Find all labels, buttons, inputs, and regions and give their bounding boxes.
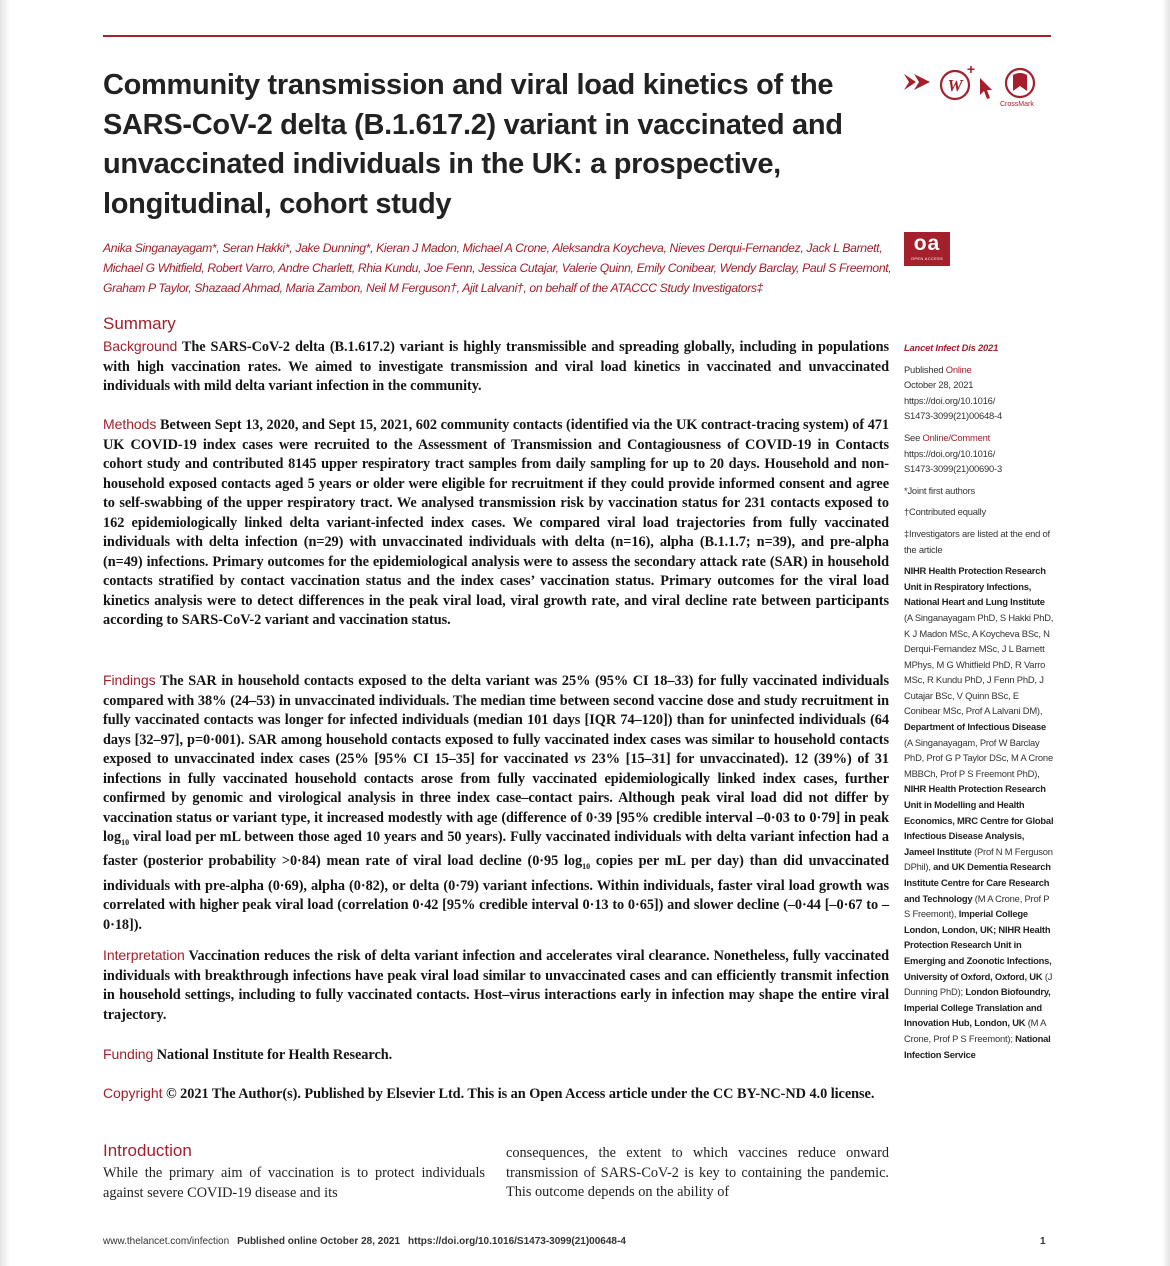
abstract-copyright (103, 1084, 889, 1105)
affiliation-5: Imperial College London, London, UK; NIHR Health Protection Research Unit in Emerging and Zoonotic Infections, University of Oxford, Oxford, UK (904, 908, 1052, 982)
note-investigators: ‡Investigators are listed at the end of the article (904, 527, 1050, 555)
cursor-icon[interactable] (980, 78, 992, 99)
introduction-heading: Introduction (103, 1141, 192, 1160)
page-number: 1 (1040, 1236, 1046, 1247)
findings-label: Findings (103, 672, 156, 688)
affiliation-2: Department of Infectious Disease (904, 721, 1047, 733)
copyright-text: © 2021 The Author(s). Published by Elsevier Ltd. This is an Open Access article under the CC BY-NC-ND 4.0 license. (166, 1086, 875, 1102)
affiliations (904, 563, 1054, 1062)
svg-text:W: W (947, 76, 963, 95)
findings-text-4: copies per mL per day) than did unvaccinated individuals with pre-alpha (0·69), alpha (0·82), or delta (0·79) variant infections. Within individuals, faster viral load growth was correlated with higher peak viral load (correlation 0·42 [95% credible interval 0·13 to 0·65]) and slower decline (–0·44 [–0·67 to –0·18]). (103, 853, 890, 933)
online-comment-link[interactable]: Online/Comment (922, 431, 991, 443)
footer-published: Published online October 28, 2021 (237, 1236, 400, 1247)
findings-text-2: 23% [15–31] for unvaccinated). 12 (39%) of 31 infections in fully vaccinated household contacts arose from fully vaccinated epidemiologically linked index cases, further confirmed by genomic and virological analysis in three index case–contact pairs. Although peak viral load did not differ by vaccination status or variant type, it increased modestly with age (difference of 0·39 [95% credible interval –0·03 to 0·79] in peak log (103, 751, 890, 845)
funding-label: Funding (103, 1046, 154, 1062)
published-prefix: Published (904, 363, 946, 375)
open-access-sub: OPEN ACCESS (911, 256, 943, 261)
sidebar-doi-line-1[interactable]: https://doi.org/10.1016/ (904, 394, 996, 406)
findings-subscript-1: 10 (121, 837, 130, 847)
affiliation-3-and: and (933, 861, 950, 873)
affiliation-1: NIHR Health Protection Research Unit in Respiratory Infections, National Heart and Lung Institute (904, 565, 1046, 608)
findings-text-3: viral load per mL between those aged 10 years and 50 years). Fully vaccinated individuals with delta variant infection had a faster (posterior probability >0·84) mean rate of viral load decline (0·95 log (103, 829, 889, 870)
introduction-right-column: consequences, the extent to which vaccines reduce onward transmission of SARS-CoV-2 is key to containing the pandemic. This outcome depends on the ability of (506, 1145, 889, 1200)
affiliation-3: NIHR Health Protection Research Unit in Modelling and Health Economics, MRC Centre for Global Infectious Disease Analysis, Jameel Institute (904, 783, 1054, 857)
author-list: Anika Singanayagam*, Seran Hakki*, Jake Dunning*, Kieran J Madon, Michael A Crone, Aleksandra Koycheva, Nieves Derqui-Fernandez, Jack L Barnett, Michael G Whitfield, Robert Varro, Andre Charlett, Rhia Kundu, Joe Fenn, Jessica Cutajar, Valerie Quinn, Emily Conibear, Wendy Barclay, Paul S Freemont, Graham P Taylor, Shazaad Ahmad, Maria Zambon, Neil M Ferguson†, Ajit Lalvani†, on behalf of the ATACCC Study Investigators‡ (103, 241, 892, 295)
affiliation-2-people: (A Singanayagam, Prof W Barclay PhD, Prof G P Taylor DSc, M A Crone MBBCh, Prof P S Freemont PhD), (904, 736, 1053, 779)
findings-vs: vs (574, 751, 586, 767)
crossmark-icon[interactable] (1006, 69, 1034, 97)
affiliation-7: National Infection Service (904, 1032, 1051, 1060)
sidebar-published (904, 362, 1054, 378)
funding-text: National Institute for Health Research. (156, 1047, 393, 1063)
sidebar-doi-line-2[interactable]: S1473-3099(21)00648-4 (904, 410, 1002, 422)
note-contributed-equally: †Contributed equally (904, 506, 986, 518)
affiliation-6: London Biofoundry, Imperial College Translation and Innovation Hub, London, UK (904, 986, 1051, 1029)
copyright-label: Copyright (103, 1085, 163, 1101)
affiliation-6-people: (M A Crone, Prof P S Freemont); (904, 1017, 1046, 1044)
open-access-logo: oa (913, 232, 941, 255)
findings-text-1: The SAR in household contacts exposed to the delta variant was 25% (95% CI 18–33) for fully vaccinated individuals compared with 38% (24–53) in unvaccinated individuals. The median time between second vaccine dose and study recruitment in fully vaccinated contacts was longer for infected individuals (median 101 days [IQR 74–120]) than for uninfected individuals (64 days [32–97], p=0·001). SAR among household contacts exposed to fully vaccinated index cases was similar to household contacts exposed to unvaccinated index cases (25% [95% CI 15–35] for vaccinated (103, 673, 889, 767)
affiliation-1-people: (A Singanayagam PhD, S Hakki PhD, K J Madon MSc, A Koycheva BSc, N Derqui-Fernandez MSc, J L Barnett MPhys, M G Whitfield PhD, R Varro MSc, R Kundu PhD, J Fenn PhD, J Cutajar BSc, V Quinn BSc, E Conibear MSc, Prof A Lalvani DM), (904, 611, 1054, 717)
page-shadow-left (0, 0, 10, 1266)
footer-doi-link[interactable]: https://doi.org/10.1016/S1473-3099(21)00648-4 (408, 1236, 626, 1247)
crossmark-label: CrossMark (1000, 101, 1034, 108)
affiliation-4-people: (M A Crone, Prof P S Freemont), (904, 892, 1050, 920)
note-joint-first: *Joint first authors (904, 484, 976, 496)
abstract-methods (103, 415, 889, 631)
summary-heading: Summary (103, 314, 176, 333)
sidebar-see-doi-1[interactable]: https://doi.org/10.1016/ (904, 447, 996, 459)
methods-text: Between Sept 13, 2020, and Sept 15, 2021, 602 community contacts (identified via the UK contract-tracing system) of 471 UK COVID-19 index cases were recruited to the Assessment of Transmission and Contagiousness of COVID-19 in Contacts cohort study and contributed 8145 upper respiratory tract samples from daily sampling for up to 20 days. Household and non-household exposed contacts aged 5 years or older were eligible for recruitment if they could provide informed consent and agree to self-swabbing of the upper respiratory tract. We analysed transmission risk by vaccination status for 231 contacts exposed to 162 epidemiologically linked delta variant-infected index cases. We compared viral load trajectories from fully vaccinated individuals with delta infection (n=29) with unvaccinated individuals with delta (n=16), alpha (B.1.1.7; n=39), and pre-alpha (n=49) infections. Primary outcomes for the epidemiological analysis were to assess the secondary attack rate (SAR) in household contacts stratified by contact vaccination status and the index cases’ vaccination status. Primary outcomes for the viral load kinetics analysis were to detect differences in the peak viral load, viral growth rate, and viral decline rate between participants according to SARS-CoV-2 variant and vaccination status. (103, 417, 889, 628)
open-access-badge[interactable] (904, 232, 950, 266)
sidebar-see-doi-2[interactable]: S1473-3099(21)00690-3 (904, 463, 1002, 475)
methods-label: Methods (103, 416, 157, 432)
header-rule (103, 35, 1051, 37)
affiliation-3-people: (Prof N M Ferguson DPhil), (904, 845, 1053, 873)
introduction-left-column: While the primary aim of vaccination is to protect individuals against severe COVID-19 disease and its (103, 1165, 485, 1201)
abstract-findings (103, 671, 889, 935)
svg-text:+: + (966, 64, 976, 77)
background-text: The SARS-CoV-2 delta (B.1.617.2) variant is highly transmissible and spreading globally, including in populations with high vaccination rates. We aimed to investigate transmission and viral load kinetics in vaccinated and unvaccinated individuals with mild delta variant infection in the community. (103, 339, 889, 394)
interpretation-label: Interpretation (103, 947, 185, 963)
sidebar-see-comment (904, 430, 1054, 446)
see-prefix: See (904, 431, 923, 443)
footer-site-link[interactable]: www.thelancet.com/infection (103, 1236, 230, 1247)
wiley-w-icon[interactable] (941, 64, 975, 99)
background-label: Background (103, 338, 178, 354)
article-title: Community transmission and viral load kinetics of the SARS-CoV-2 delta (B.1.617.2) variant in vaccinated and unvaccinated individuals in the UK: a prospective, longitudinal, cohort study (103, 69, 843, 220)
sidebar (904, 340, 1054, 1062)
interpretation-text: Vaccination reduces the risk of delta variant infection and accelerates viral clearance. Nonetheless, fully vaccinated individuals with breakthrough infections have peak viral load similar to unvaccinated cases and can efficiently transmit infection in household settings, including to fully vaccinated contacts. Host–virus interactions early in infection may shape the entire viral trajectory. (103, 948, 889, 1023)
sidebar-date: October 28, 2021 (904, 379, 974, 391)
published-online-link[interactable]: Online (945, 363, 972, 375)
affiliation-4: UK Dementia Research Institute Centre for Care Research and Technology (904, 861, 1051, 904)
page-footer (103, 1236, 626, 1247)
abstract-background (103, 337, 889, 397)
abstract-funding (103, 1045, 889, 1066)
sidebar-journal: Lancet Infect Dis 2021 (904, 342, 999, 353)
findings-subscript-2: 10 (582, 862, 591, 872)
page-shadow-right (1162, 0, 1170, 1266)
share-arrow-icon[interactable] (904, 74, 930, 90)
abstract-interpretation (103, 946, 889, 1025)
affiliation-5-people: (J Dunning PhD); (904, 970, 1053, 998)
